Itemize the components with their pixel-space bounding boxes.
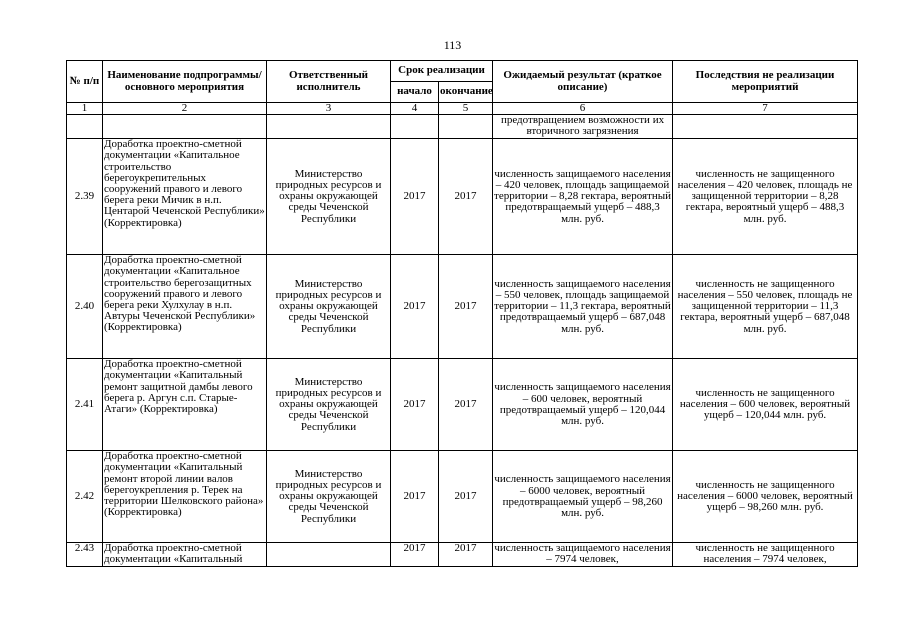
row-start: 2017 <box>391 359 439 451</box>
column-numbers-row <box>67 103 858 115</box>
continuation-result: предотвращением возможности их вторичного загрязнения <box>493 115 673 139</box>
row-end: 2017 <box>439 255 493 359</box>
header-period: Срок реализации <box>391 61 493 82</box>
column-number: 3 <box>267 103 391 115</box>
table-row <box>67 451 858 543</box>
row-num: 2.41 <box>67 359 103 451</box>
row-num: 2.42 <box>67 451 103 543</box>
table-row <box>67 255 858 359</box>
row-end: 2017 <box>439 451 493 543</box>
column-number: 6 <box>493 103 673 115</box>
row-start: 2017 <box>391 451 439 543</box>
row-name: Доработка проектно-сметной документации «Капитальный ремонт второй линии валов берегоукрепления р. Терек на территории Шелковского района» (Корректировка) <box>103 451 267 543</box>
row-result: численность защищаемого населения – 6000 человек, вероятный предотвращаемый ущерб – 98,260 млн. руб. <box>493 451 673 543</box>
column-number: 4 <box>391 103 439 115</box>
row-result: численность защищаемого населения – 420 человек, площадь защищаемой территории – 8,28 гектара, вероятный предотвращаемый ущерб – 488,3 млн. руб. <box>493 139 673 255</box>
table-row <box>67 359 858 451</box>
table-row <box>67 139 858 255</box>
row-num: 2.43 <box>67 543 103 567</box>
row-result: численность защищаемого населения – 600 человек, вероятный предотвращаемый ущерб – 120,044 млн. руб. <box>493 359 673 451</box>
row-responsible <box>267 543 391 567</box>
row-num: 2.39 <box>67 139 103 255</box>
header-name: Наименование подпрограммы/ основного мероприятия <box>103 61 267 103</box>
row-name: Доработка проектно-сметной документации «Капитальный <box>103 543 267 567</box>
row-responsible: Министерство природных ресурсов и охраны окружающей среды Чеченской Республики <box>267 139 391 255</box>
column-number: 7 <box>673 103 858 115</box>
page-number: 113 <box>443 38 462 52</box>
header-end: окончание <box>439 82 493 103</box>
column-number: 2 <box>103 103 267 115</box>
row-consequences: численность не защищенного населения – 6000 человек, вероятный ущерб – 98,260 млн. руб. <box>673 451 858 543</box>
activities-table <box>66 60 858 567</box>
row-responsible: Министерство природных ресурсов и охраны окружающей среды Чеченской Республики <box>267 451 391 543</box>
row-consequences: численность не защищенного населения – 420 человек, площадь не защищенной территории – 8,28 гектара, вероятный ущерб – 488,3 млн. руб. <box>673 139 858 255</box>
header-consequences: Последствия не реализации мероприятий <box>673 61 858 103</box>
row-end: 2017 <box>439 543 493 567</box>
row-start: 2017 <box>391 543 439 567</box>
row-consequences: численность не защищенного населения – 550 человек, площадь не защищенной территории – 11,3 гектара, вероятный ущерб – 687,048 млн. руб. <box>673 255 858 359</box>
header-num: № п/п <box>67 61 103 103</box>
row-result: численность защищаемого населения – 550 человек, площадь защищаемой территории – 11,3 гектара, вероятный предотвращаемый ущерб – 687,048 млн. руб. <box>493 255 673 359</box>
row-num: 2.40 <box>67 255 103 359</box>
row-responsible: Министерство природных ресурсов и охраны окружающей среды Чеченской Республики <box>267 359 391 451</box>
header-start: начало <box>391 82 439 103</box>
row-name: Доработка проектно-сметной документации «Капитальное строительство берегоукрепительных сооружений правого и левого берега реки Мичик в н.п. Центарой Чеченской Республики» (Корректировка) <box>103 139 267 255</box>
row-name: Доработка проектно-сметной документации «Капитальный ремонт защитной дамбы левого берега р. Аргун с.п. Старые-Атаги» (Корректировка) <box>103 359 267 451</box>
continuation-row <box>67 115 858 139</box>
row-start: 2017 <box>391 139 439 255</box>
column-number: 5 <box>439 103 493 115</box>
row-consequences: численность не защищенного населения – 600 человек, вероятный ущерб – 120,044 млн. руб. <box>673 359 858 451</box>
header-responsible: Ответственный исполнитель <box>267 61 391 103</box>
row-responsible: Министерство природных ресурсов и охраны окружающей среды Чеченской Республики <box>267 255 391 359</box>
header-result: Ожидаемый результат (краткое описание) <box>493 61 673 103</box>
table-row <box>67 543 858 567</box>
row-name: Доработка проектно-сметной документации «Капитальное строительство берегозащитных сооружений правого и левого берега реки Хулхулау в н.п. Автуры Чеченской Республики» (Корректировка) <box>103 255 267 359</box>
row-start: 2017 <box>391 255 439 359</box>
row-end: 2017 <box>439 139 493 255</box>
column-number: 1 <box>67 103 103 115</box>
row-result: численность защищаемого населения – 7974 человек, <box>494 542 671 566</box>
row-end: 2017 <box>439 359 493 451</box>
row-consequences: численность не защищенного населения – 7974 человек, <box>673 543 858 567</box>
